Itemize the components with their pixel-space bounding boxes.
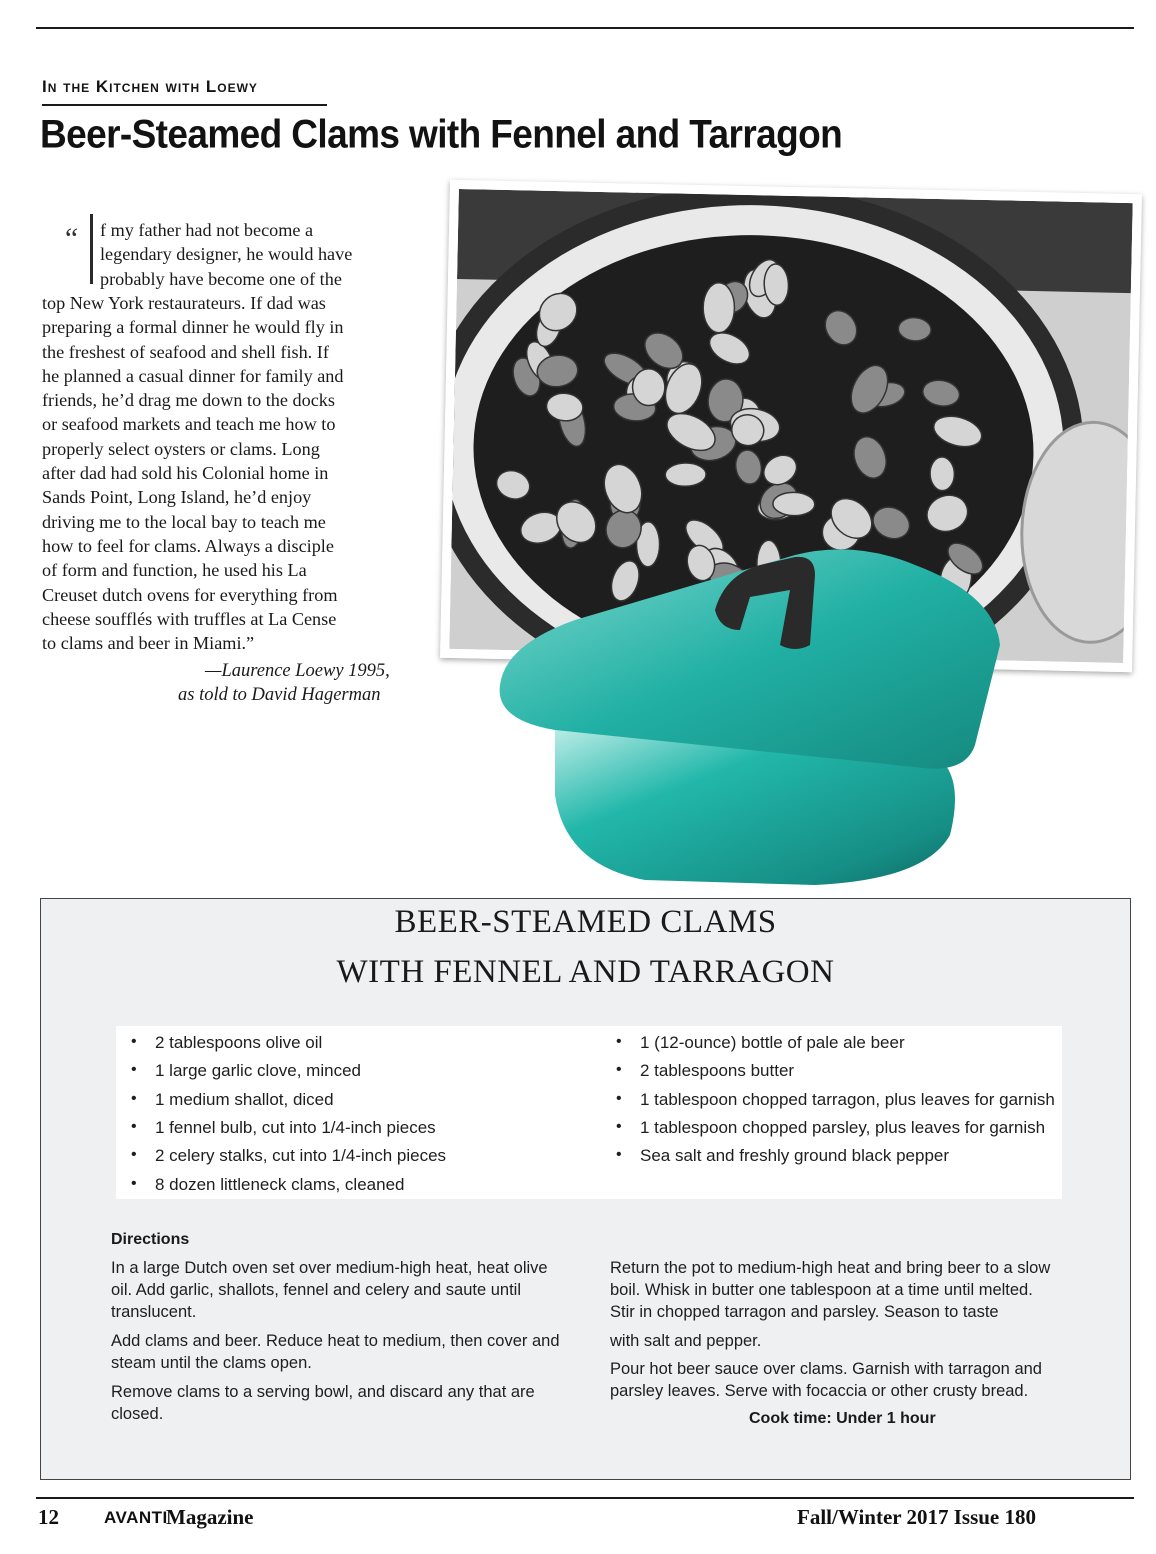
quote-line: to clams and beer in Miami.” <box>42 633 255 654</box>
direction-line: Add clams and beer. Reduce heat to medium, then cover and <box>111 1332 560 1350</box>
quote-line: he planned a casual dinner for family and <box>42 365 344 386</box>
bullet-icon: • <box>616 1061 622 1079</box>
quote-line: friends, he’d drag me down to the docks <box>42 390 335 411</box>
kicker-underline <box>42 104 327 106</box>
ingredient-item: 8 dozen littleneck clams, cleaned <box>155 1174 405 1194</box>
magazine-label: Magazine <box>166 1505 254 1529</box>
clam-shell <box>703 283 734 333</box>
quote-line: properly select oysters or clams. Long <box>42 438 320 459</box>
bullet-icon: • <box>131 1117 137 1135</box>
quote-attribution-sub: as told to David Hagerman <box>178 685 381 705</box>
quote-line: of form and function, he used his La <box>42 560 307 581</box>
bullet-icon: • <box>131 1033 137 1050</box>
ingredient-item: 2 tablespoons olive oil <box>155 1033 323 1052</box>
direction-line: translucent. <box>111 1303 197 1321</box>
top-rule <box>36 27 1134 29</box>
directions-heading: Directions <box>111 1231 190 1248</box>
direction-line: Stir in chopped tarragon and parsley. Season to taste <box>610 1303 999 1321</box>
quote-attribution: —Laurence Loewy 1995, <box>205 661 390 681</box>
direction-line: boil. Whisk in butter one tablespoon at a time until melted. <box>610 1281 1033 1299</box>
teal-dutch-oven-image <box>495 535 1015 895</box>
quote-line: Creuset dutch ovens for everything from <box>42 584 338 605</box>
drop-cap-letter <box>90 214 93 284</box>
article-headline: Beer-Steamed Clams with Fennel and Tarragon <box>40 112 843 157</box>
open-quote-mark: “ <box>62 222 79 255</box>
page-number: 12 <box>38 1505 59 1529</box>
quote-line: driving me to the local bay to teach me <box>42 511 326 532</box>
magazine-brand: AVANTI <box>104 1508 168 1527</box>
ingredient-item: 1 medium shallot, diced <box>155 1089 334 1109</box>
cook-time: Cook time: Under 1 hour <box>749 1410 936 1427</box>
quote-line: Sands Point, Long Island, he’d enjoy <box>42 487 312 508</box>
bullet-icon: • <box>616 1146 622 1164</box>
clam-shell <box>632 369 665 406</box>
quote-line: legendary designer, he would have <box>100 244 353 265</box>
bullet-icon: • <box>131 1146 137 1164</box>
bullet-icon: • <box>616 1033 622 1050</box>
footer-rule <box>36 1497 1134 1499</box>
issue-info: Fall/Winter 2017 Issue 180 <box>797 1505 1036 1529</box>
quote-line: cheese soufflés with truffles at La Cense <box>42 608 337 629</box>
direction-line: In a large Dutch oven set over medium-high heat, heat olive <box>111 1259 548 1277</box>
bullet-icon: • <box>131 1061 137 1079</box>
recipe-title-line-1: BEER-STEAMED CLAMS <box>394 904 777 940</box>
direction-line: parsley leaves. Serve with focaccia or other crusty bread. <box>610 1382 1029 1400</box>
ingredient-item: 2 celery stalks, cut into 1/4-inch pieces <box>155 1146 447 1166</box>
ingredient-item: 1 (12-ounce) bottle of pale ale beer <box>640 1033 905 1052</box>
direction-line: Pour hot beer sauce over clams. Garnish with tarragon and <box>610 1360 1042 1378</box>
direction-line: oil. Add garlic, shallots, fennel and celery and saute until <box>111 1281 522 1299</box>
quote-line: how to feel for clams. Always a disciple <box>42 535 334 556</box>
bullet-icon: • <box>131 1174 137 1192</box>
section-kicker: In the Kitchen with Loewy <box>42 77 258 96</box>
ingredient-item: 2 tablespoons butter <box>640 1061 795 1081</box>
quote-line: or seafood markets and teach me how to <box>42 414 336 435</box>
direction-line: steam until the clams open. <box>111 1354 312 1372</box>
ingredient-item: 1 tablespoon chopped tarragon, plus leaves for garnish <box>640 1089 1055 1109</box>
clam-shell <box>773 492 815 516</box>
bullet-icon: • <box>616 1089 622 1107</box>
quote-line: after dad had sold his Colonial home in <box>42 463 329 483</box>
direction-line: Return the pot to medium-high heat and bring beer to a slow <box>610 1259 1051 1277</box>
quote-line: top New York restaurateurs. If dad was <box>42 292 326 313</box>
clam-shell <box>665 463 706 487</box>
recipe-title-line-2: WITH FENNEL AND TARRAGON <box>336 954 835 990</box>
bullet-icon: • <box>616 1117 622 1135</box>
bullet-icon: • <box>131 1089 137 1107</box>
quote-line: preparing a formal dinner he would fly in <box>42 317 344 338</box>
direction-line: with salt and pepper. <box>610 1332 762 1350</box>
ingredient-item: 1 tablespoon chopped parsley, plus leaves for garnish <box>640 1117 1046 1137</box>
direction-line: Remove clams to a serving bowl, and discard any that are <box>111 1383 535 1401</box>
ingredient-item: 1 large garlic clove, minced <box>155 1061 361 1081</box>
quote-line: the freshest of seafood and shell fish. If <box>42 341 329 362</box>
quote-line: probably have become one of the <box>100 268 342 289</box>
ingredient-item: Sea salt and freshly ground black pepper <box>640 1146 950 1166</box>
direction-line: closed. <box>111 1405 164 1423</box>
quote-line: f my father had not become a <box>100 220 314 240</box>
clam-shell <box>930 457 955 491</box>
ingredient-item: 1 fennel bulb, cut into 1/4-inch pieces <box>155 1117 436 1137</box>
